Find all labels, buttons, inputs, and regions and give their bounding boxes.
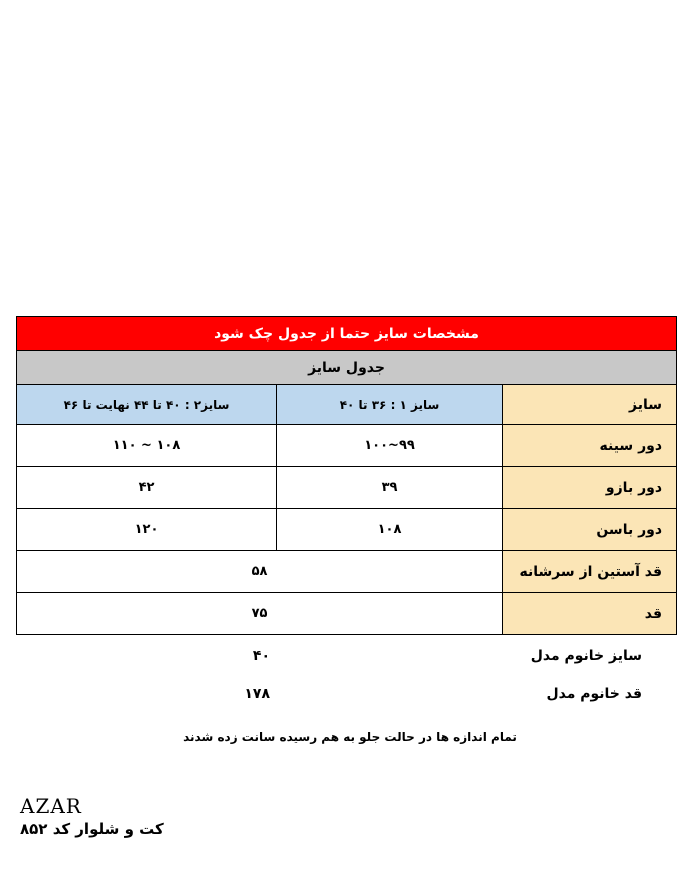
header-size2: سایز۲ : ۴۰ تا ۴۴ نهایت تا ۴۶ bbox=[17, 385, 277, 425]
table-subtitle: جدول سایز bbox=[17, 351, 677, 385]
table-row bbox=[17, 593, 677, 635]
size-chart bbox=[16, 316, 676, 635]
model-height-label: قد خانوم مدل bbox=[546, 686, 642, 702]
row-value: ۵۸ bbox=[17, 551, 503, 593]
header-size-label: سایز bbox=[503, 385, 677, 425]
row-label: قد bbox=[503, 593, 677, 635]
row-label: دور بازو bbox=[503, 467, 677, 509]
table-row bbox=[17, 425, 677, 467]
table-subtitle-row bbox=[17, 351, 677, 385]
table-row bbox=[17, 509, 677, 551]
model-size-value: ۴۰ bbox=[252, 648, 270, 664]
table-title: مشخصات سایز حتما از جدول چک شود bbox=[17, 317, 677, 351]
row-label: دور سینه bbox=[503, 425, 677, 467]
table-title-row bbox=[17, 317, 677, 351]
table-row bbox=[17, 467, 677, 509]
row-size1-value: ۳۹ bbox=[277, 467, 503, 509]
row-label: قد آستین از سرشانه bbox=[503, 551, 677, 593]
table-header-row bbox=[17, 385, 677, 425]
product-code: کت و شلوار کد ۸۵۲ bbox=[20, 820, 164, 838]
row-size1-value: ۱۰۸ bbox=[277, 509, 503, 551]
brand-name: AZAR bbox=[20, 794, 82, 818]
table-row bbox=[17, 551, 677, 593]
row-size2-value: ۱۲۰ bbox=[17, 509, 277, 551]
row-label: دور باسن bbox=[503, 509, 677, 551]
measurement-note: تمام اندازه ها در حالت جلو به هم رسیده سانت زده شدند bbox=[183, 730, 517, 744]
row-value: ۷۵ bbox=[17, 593, 503, 635]
row-size2-value: ۴۲ bbox=[17, 467, 277, 509]
row-size2-value: ۱۰۸ ~ ۱۱۰ bbox=[17, 425, 277, 467]
header-size1: سایز ۱ : ۳۶ تا ۴۰ bbox=[277, 385, 503, 425]
model-height-value: ۱۷۸ bbox=[244, 686, 270, 702]
model-size-label: سایز خانوم مدل bbox=[530, 648, 642, 664]
row-size1-value: ۹۹~۱۰۰ bbox=[277, 425, 503, 467]
size-table bbox=[16, 316, 677, 635]
